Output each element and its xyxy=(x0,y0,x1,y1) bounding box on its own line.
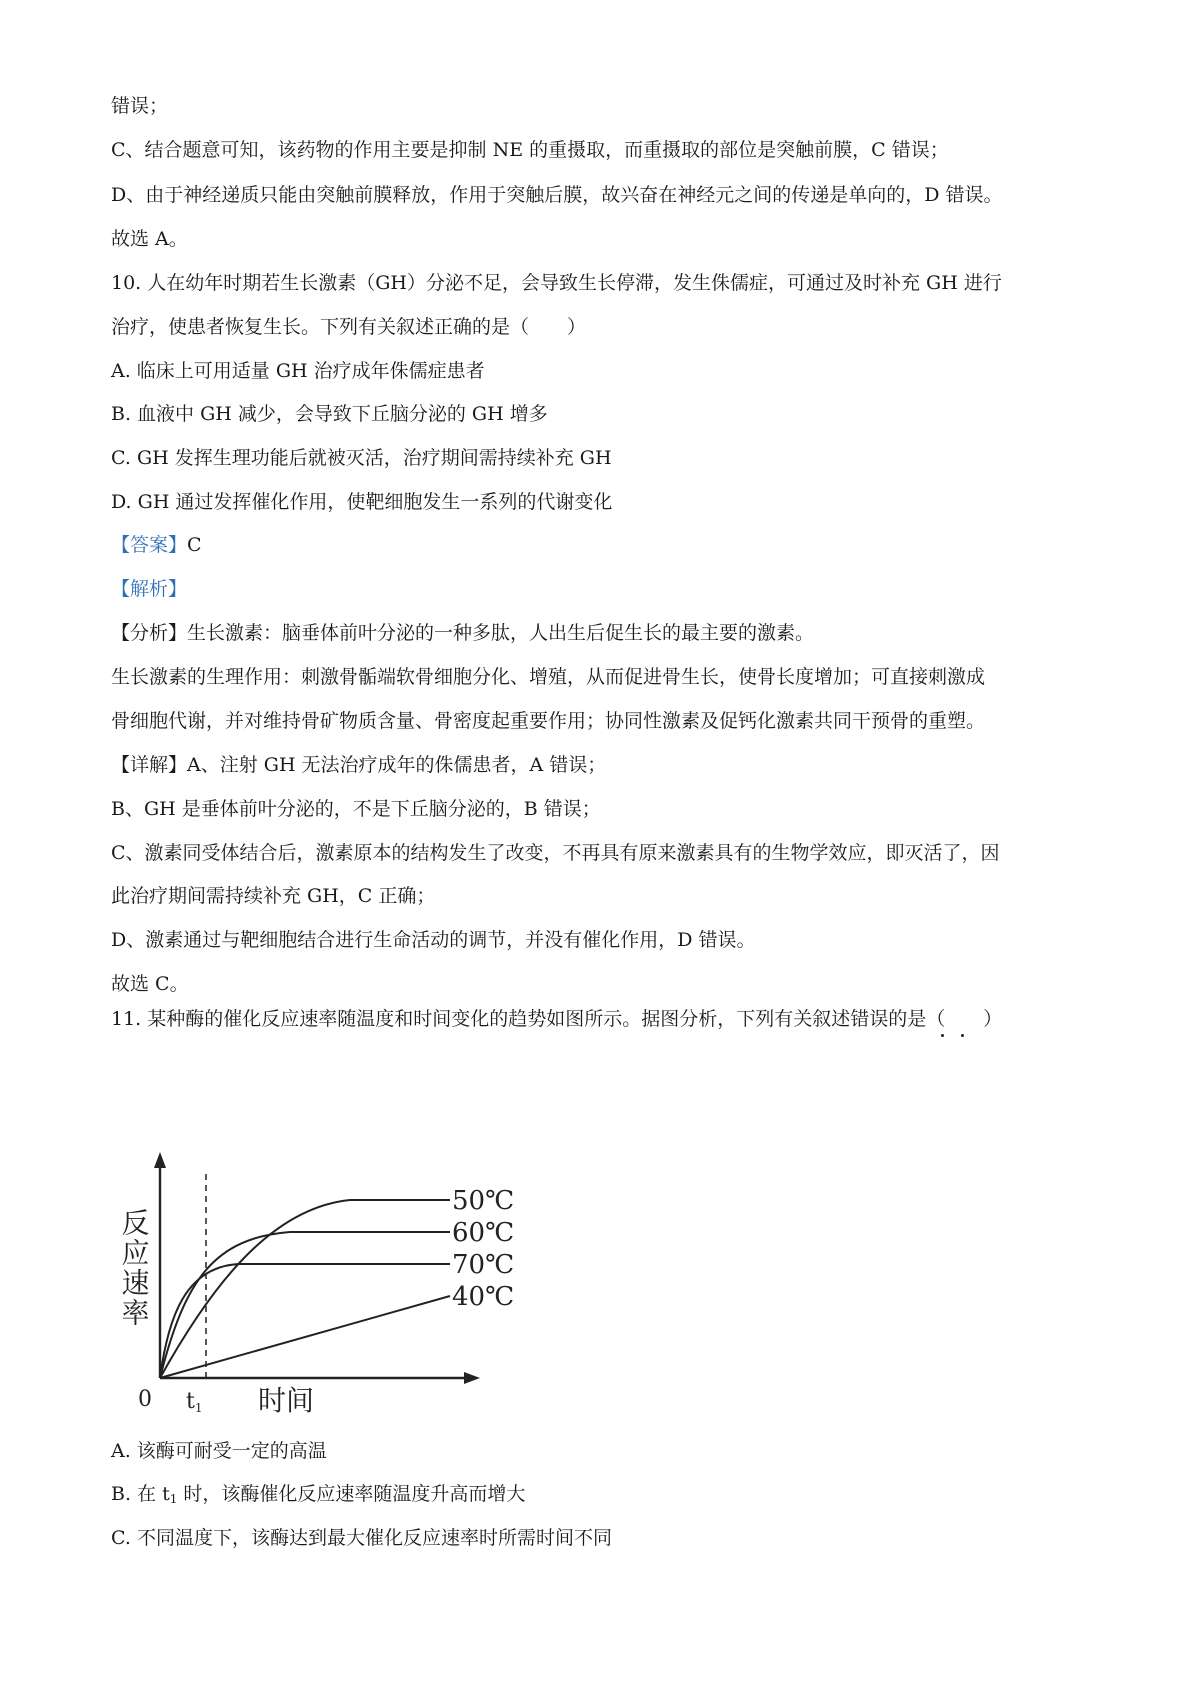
t1-label xyxy=(186,1389,202,1415)
text-line: D、激素通过与靶细胞结合进行生命活动的调节，并没有催化作用，D 错误。 xyxy=(111,929,756,951)
q11-option-a: A. 该酶可耐受一定的高温 xyxy=(111,1440,327,1462)
t1-label-base: t xyxy=(186,1389,195,1414)
option-d: D. GH 通过发挥催化作用，使靶细胞发生一系列的代谢变化 xyxy=(111,491,613,513)
question-10-stem: 10. 人在幼年时期若生长激素（GH）分泌不足，会导致生长停滞，发生侏儒症，可通过及时补充 GH 进行 xyxy=(111,272,1002,294)
option-c: C. GH 发挥生理功能后就被灭活，治疗期间需持续补充 GH xyxy=(111,447,612,469)
text-line: 骨细胞代谢，并对维持骨矿物质含量、骨密度起重要作用；协同性激素及促钙化激素共同干预骨的重塑。 xyxy=(111,710,986,732)
curve-70c xyxy=(160,1264,450,1378)
t1-label-sub: 1 xyxy=(194,1401,203,1415)
text-line: 故选 C。 xyxy=(111,973,189,995)
text-line: 故选 A。 xyxy=(111,228,188,250)
option-a: A. 临床上可用适量 GH 治疗成年侏儒症患者 xyxy=(111,360,485,382)
emphasis-dot xyxy=(961,1034,964,1037)
text-line: 错误； xyxy=(111,95,169,117)
question-10-stem-cont: 治疗，使患者恢复生长。下列有关叙述正确的是（ ） xyxy=(111,316,587,338)
enzyme-rate-figure xyxy=(117,1148,550,1417)
curve-50c xyxy=(160,1200,450,1378)
series-label-40c: 40℃ xyxy=(452,1282,515,1312)
series-label-60c: 60℃ xyxy=(452,1218,515,1248)
text-line: 此治疗期间需持续补充 GH，C 正确； xyxy=(111,885,436,907)
analysis-text: 【分析】生长激素：脑垂体前叶分泌的一种多肽，人出生后促生长的最主要的激素。 xyxy=(111,622,815,644)
option-b: B. 血液中 GH 减少，会导致下丘脑分泌的 GH 增多 xyxy=(111,403,548,425)
q11-option-b-sub: 1 xyxy=(169,1492,178,1506)
answer-line xyxy=(111,532,202,558)
emphasis-dot xyxy=(941,1034,944,1037)
answer-value: C xyxy=(187,534,202,556)
q11-option-b xyxy=(111,1481,525,1512)
detail-text: 【详解】A、注射 GH 无法治疗成年的侏儒患者，A 错误； xyxy=(111,754,607,776)
analysis-tag: 【解析】 xyxy=(111,578,188,600)
q11-option-b-pre: B. 在 t xyxy=(111,1483,170,1505)
text-line: B、GH 是垂体前叶分泌的，不是下丘脑分泌的，B 错误； xyxy=(111,798,601,820)
y-axis-label: 反应速率 xyxy=(117,1208,151,1328)
text-line: D、由于神经递质只能由突触前膜释放，作用于突触后膜，故兴奋在神经元之间的传递是单向的，D 错误。 xyxy=(111,184,1003,206)
answer-tag: 【答案】 xyxy=(111,534,188,556)
x-axis-arrow xyxy=(464,1372,480,1384)
q11-option-b-post: 时，该酶催化反应速率随温度升高而增大 xyxy=(177,1483,526,1505)
text-line: C、结合题意可知，该药物的作用主要是抑制 NE 的重摄取，而重摄取的部位是突触前膜，C 错误； xyxy=(111,139,949,161)
x-axis-label: 时间 xyxy=(258,1384,315,1417)
figure-svg xyxy=(117,1148,550,1417)
origin-label: 0 xyxy=(138,1387,152,1412)
question-11-stem: 11. 某种酶的催化反应速率随温度和时间变化的趋势如图所示。据图分析，下列有关叙述错误的是（ ） xyxy=(111,1008,1003,1030)
series-label-70c: 70℃ xyxy=(452,1250,515,1280)
text-line: C、激素同受体结合后，激素原本的结构发生了改变，不再具有原来激素具有的生物学效应，即灭活了，因 xyxy=(111,842,1000,864)
y-axis-arrow xyxy=(154,1152,166,1168)
q11-option-c: C. 不同温度下，该酶达到最大催化反应速率时所需时间不同 xyxy=(111,1527,612,1549)
series-label-50c: 50℃ xyxy=(452,1186,515,1216)
text-line: 生长激素的生理作用：刺激骨骺端软骨细胞分化、增殖，从而促进骨生长，使骨长度增加；可直接刺激成 xyxy=(111,666,986,688)
curve-60c xyxy=(160,1232,450,1378)
